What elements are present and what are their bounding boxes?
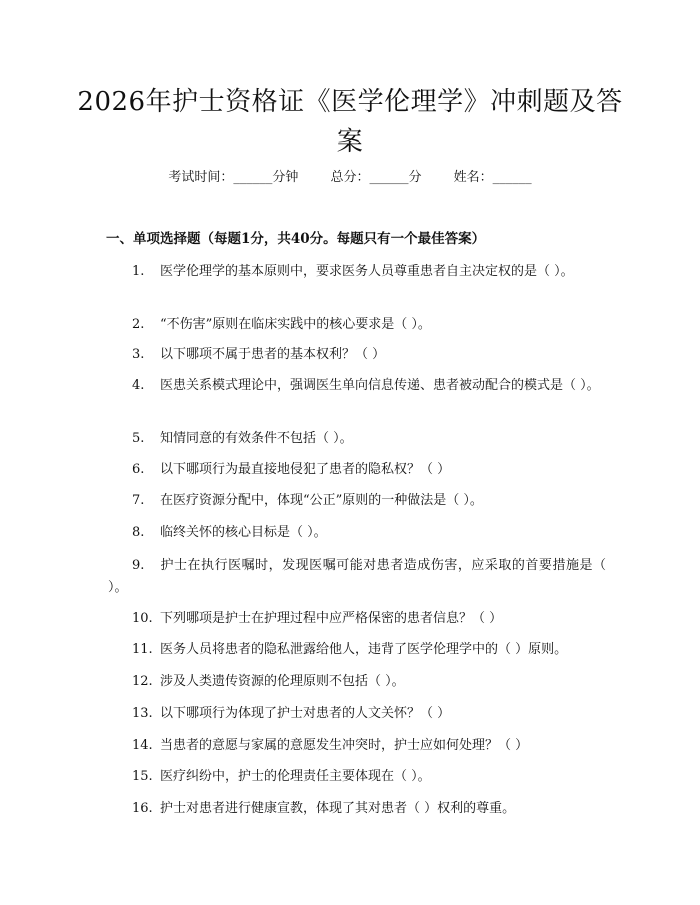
- total-score-field: 总分：______分: [330, 170, 422, 185]
- question-item: [108, 798, 606, 820]
- question-text: 涉及人类遗传资源的伦理原则不包括（ ）。: [160, 674, 405, 689]
- question-item: [108, 459, 606, 481]
- question-text: 临终关怀的核心目标是（ ）。: [160, 525, 327, 540]
- question-text: 医务人员将患者的隐私泄露给他人，违背了医学伦理学中的（ ）原则。: [160, 642, 568, 657]
- question-item: [108, 375, 606, 397]
- question-item: [108, 639, 606, 661]
- question-number: 9.: [132, 558, 145, 573]
- question-item: [108, 490, 606, 512]
- question-item: [108, 261, 606, 283]
- question-text: 知情同意的有效条件不包括（ ）。: [160, 431, 353, 446]
- question-text: 以下哪项行为体现了护士对患者的人文关怀？（ ）: [160, 706, 451, 721]
- question-number: 10.: [132, 611, 153, 626]
- question-number: 3.: [132, 347, 145, 362]
- question-text: “不伤害”原则在临床实践中的核心要求是（ ）。: [160, 317, 431, 332]
- question-number: 2.: [132, 317, 145, 332]
- question-text: 护士在执行医嘱时，发现医嘱可能对患者造成伤害，应采取的首要措施是（ ）。: [108, 558, 606, 595]
- question-number: 8.: [132, 525, 145, 540]
- question-number: 4.: [132, 378, 145, 393]
- question-item: [108, 314, 606, 336]
- question-text: 以下哪项行为最直接地侵犯了患者的隐私权？（ ）: [160, 462, 451, 477]
- question-text: 医学伦理学的基本原则中，要求医务人员尊重患者自主决定权的是（ ）。: [160, 264, 574, 279]
- document-title: 2026年护士资格证《医学伦理学》冲刺题及答案: [77, 87, 623, 157]
- question-item: [108, 608, 606, 630]
- question-text: 当患者的意愿与家属的意愿发生冲突时，护士应如何处理？（ ）: [160, 738, 529, 753]
- question-number: 1.: [132, 264, 145, 279]
- question-item: [108, 522, 606, 544]
- question-text: 以下哪项不属于患者的基本权利？（ ）: [160, 347, 386, 362]
- question-item: [108, 766, 606, 788]
- question-number: 5.: [132, 431, 145, 446]
- question-item: [108, 735, 606, 757]
- question-item: [108, 703, 606, 725]
- question-number: 12.: [132, 674, 153, 689]
- question-number: 15.: [132, 769, 153, 784]
- question-text: 在医疗资源分配中，体现“公正”原则的一种做法是（ ）。: [160, 493, 483, 508]
- question-item: [108, 555, 606, 599]
- question-item: [108, 344, 606, 366]
- question-item: [108, 428, 606, 450]
- question-number: 11.: [132, 642, 153, 657]
- question-text: 医疗纠纷中，护士的伦理责任主要体现在（ ）。: [160, 769, 431, 784]
- question-number: 16.: [132, 801, 153, 816]
- section-heading: 一、单项选择题（每题1分，共40分。每题只有一个最佳答案）: [106, 231, 486, 247]
- question-text: 下列哪项是护士在护理过程中应严格保密的患者信息？（ ）: [160, 611, 503, 626]
- question-item: [108, 671, 606, 693]
- question-text: 医患关系模式理论中，强调医生单向信息传递、患者被动配合的模式是（ ）。: [160, 378, 600, 393]
- question-number: 14.: [132, 738, 153, 753]
- question-text: 护士对患者进行健康宣教，体现了其对患者（ ）权利的尊重。: [160, 801, 516, 816]
- question-number: 13.: [132, 706, 153, 721]
- name-field: 姓名：______: [453, 170, 532, 185]
- question-number: 6.: [132, 462, 145, 477]
- exam-time-field: 考试时间：______分钟: [168, 170, 299, 185]
- question-number: 7.: [132, 493, 145, 508]
- exam-info-line: [0, 168, 700, 188]
